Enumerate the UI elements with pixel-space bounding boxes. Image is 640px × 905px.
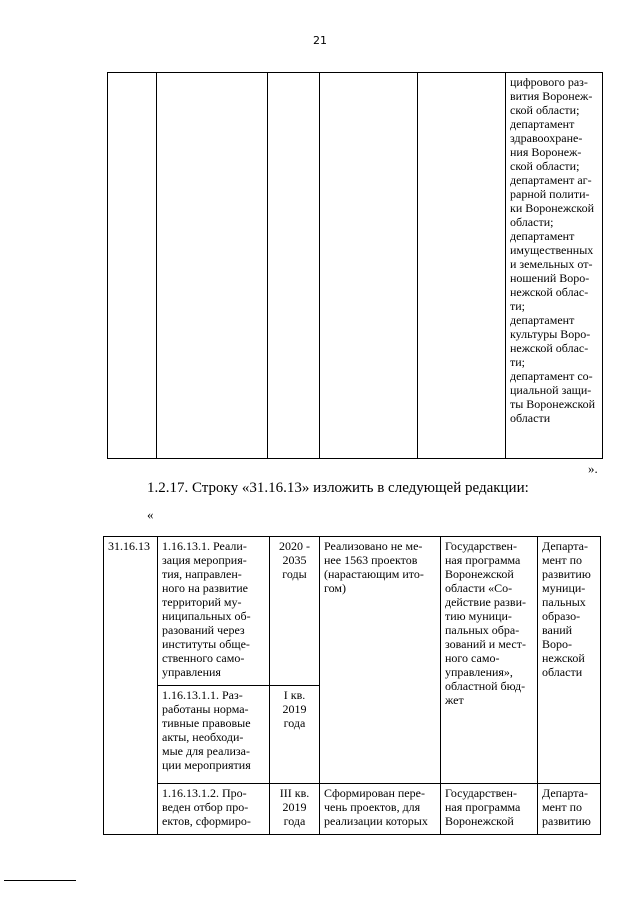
amendment-instruction: 1.2.17. Строку «31.16.13» изложить в следующей редакции: [147,480,529,496]
executor-cell: Департа- мент по развитию [538,784,601,835]
term-cell: 2020 - 2035 годы [270,537,320,686]
table-row [104,537,601,686]
table-cell [157,73,268,459]
source-cell: Государствен- ная программа Воронежской области «Со- действие разви- тию муници- пальных обра- зований и мест- ного само- управления», областной бюд- жет [441,537,538,784]
table-row [104,784,601,835]
result-cell: Сформирован пере- чень проектов, для реализации которых [320,784,441,835]
table-cell [268,73,320,459]
table-row [108,73,603,459]
activity-cell: 1.16.13.1.2. Про- веден отбор про- ектов, сформиро- [158,784,270,835]
opening-quote: « [147,507,154,522]
closing-quote: ». [588,461,598,476]
table-cell [418,73,506,459]
term-cell: I кв. 2019 года [270,686,320,784]
row-code-cell: 31.16.13 [104,537,158,835]
activity-cell: 1.16.13.1. Реали- зация мероприя- тия, направлен- ного на развитие территорий му- ниципальных об- разований через институты обще- ственного само- управления [158,537,270,686]
footnote-separator [4,880,76,881]
executors-cell: цифрового раз- вития Воронеж- ской области; департамент здравоохране- ния Воронеж- ской области; департамент аг- рарной полити- ки Воронежской области; департамент имущественных и земельных от- ношений Воро- нежской облас- ти; департамент культуры Воро- нежской облас- ти; департамент со- циальной защи- ты Воронежской области [506,73,603,459]
table-cell [320,73,418,459]
result-cell: Реализовано не ме- нее 1563 проектов (нарастающим ито- гом) [320,537,441,784]
amended-row-table [103,536,601,835]
activity-cell: 1.16.13.1.1. Раз- работаны норма- тивные правовые акты, необходи- мые для реализа- ции мероприятия [158,686,270,784]
page-number: 21 [313,34,327,47]
continued-table [107,72,603,459]
term-cell: III кв. 2019 года [270,784,320,835]
source-cell: Государствен- ная программа Воронежской [441,784,538,835]
table-cell [108,73,157,459]
executor-cell: Департа- мент по развитию муници- пальных образо- ваний Воро- нежской области [538,537,601,784]
